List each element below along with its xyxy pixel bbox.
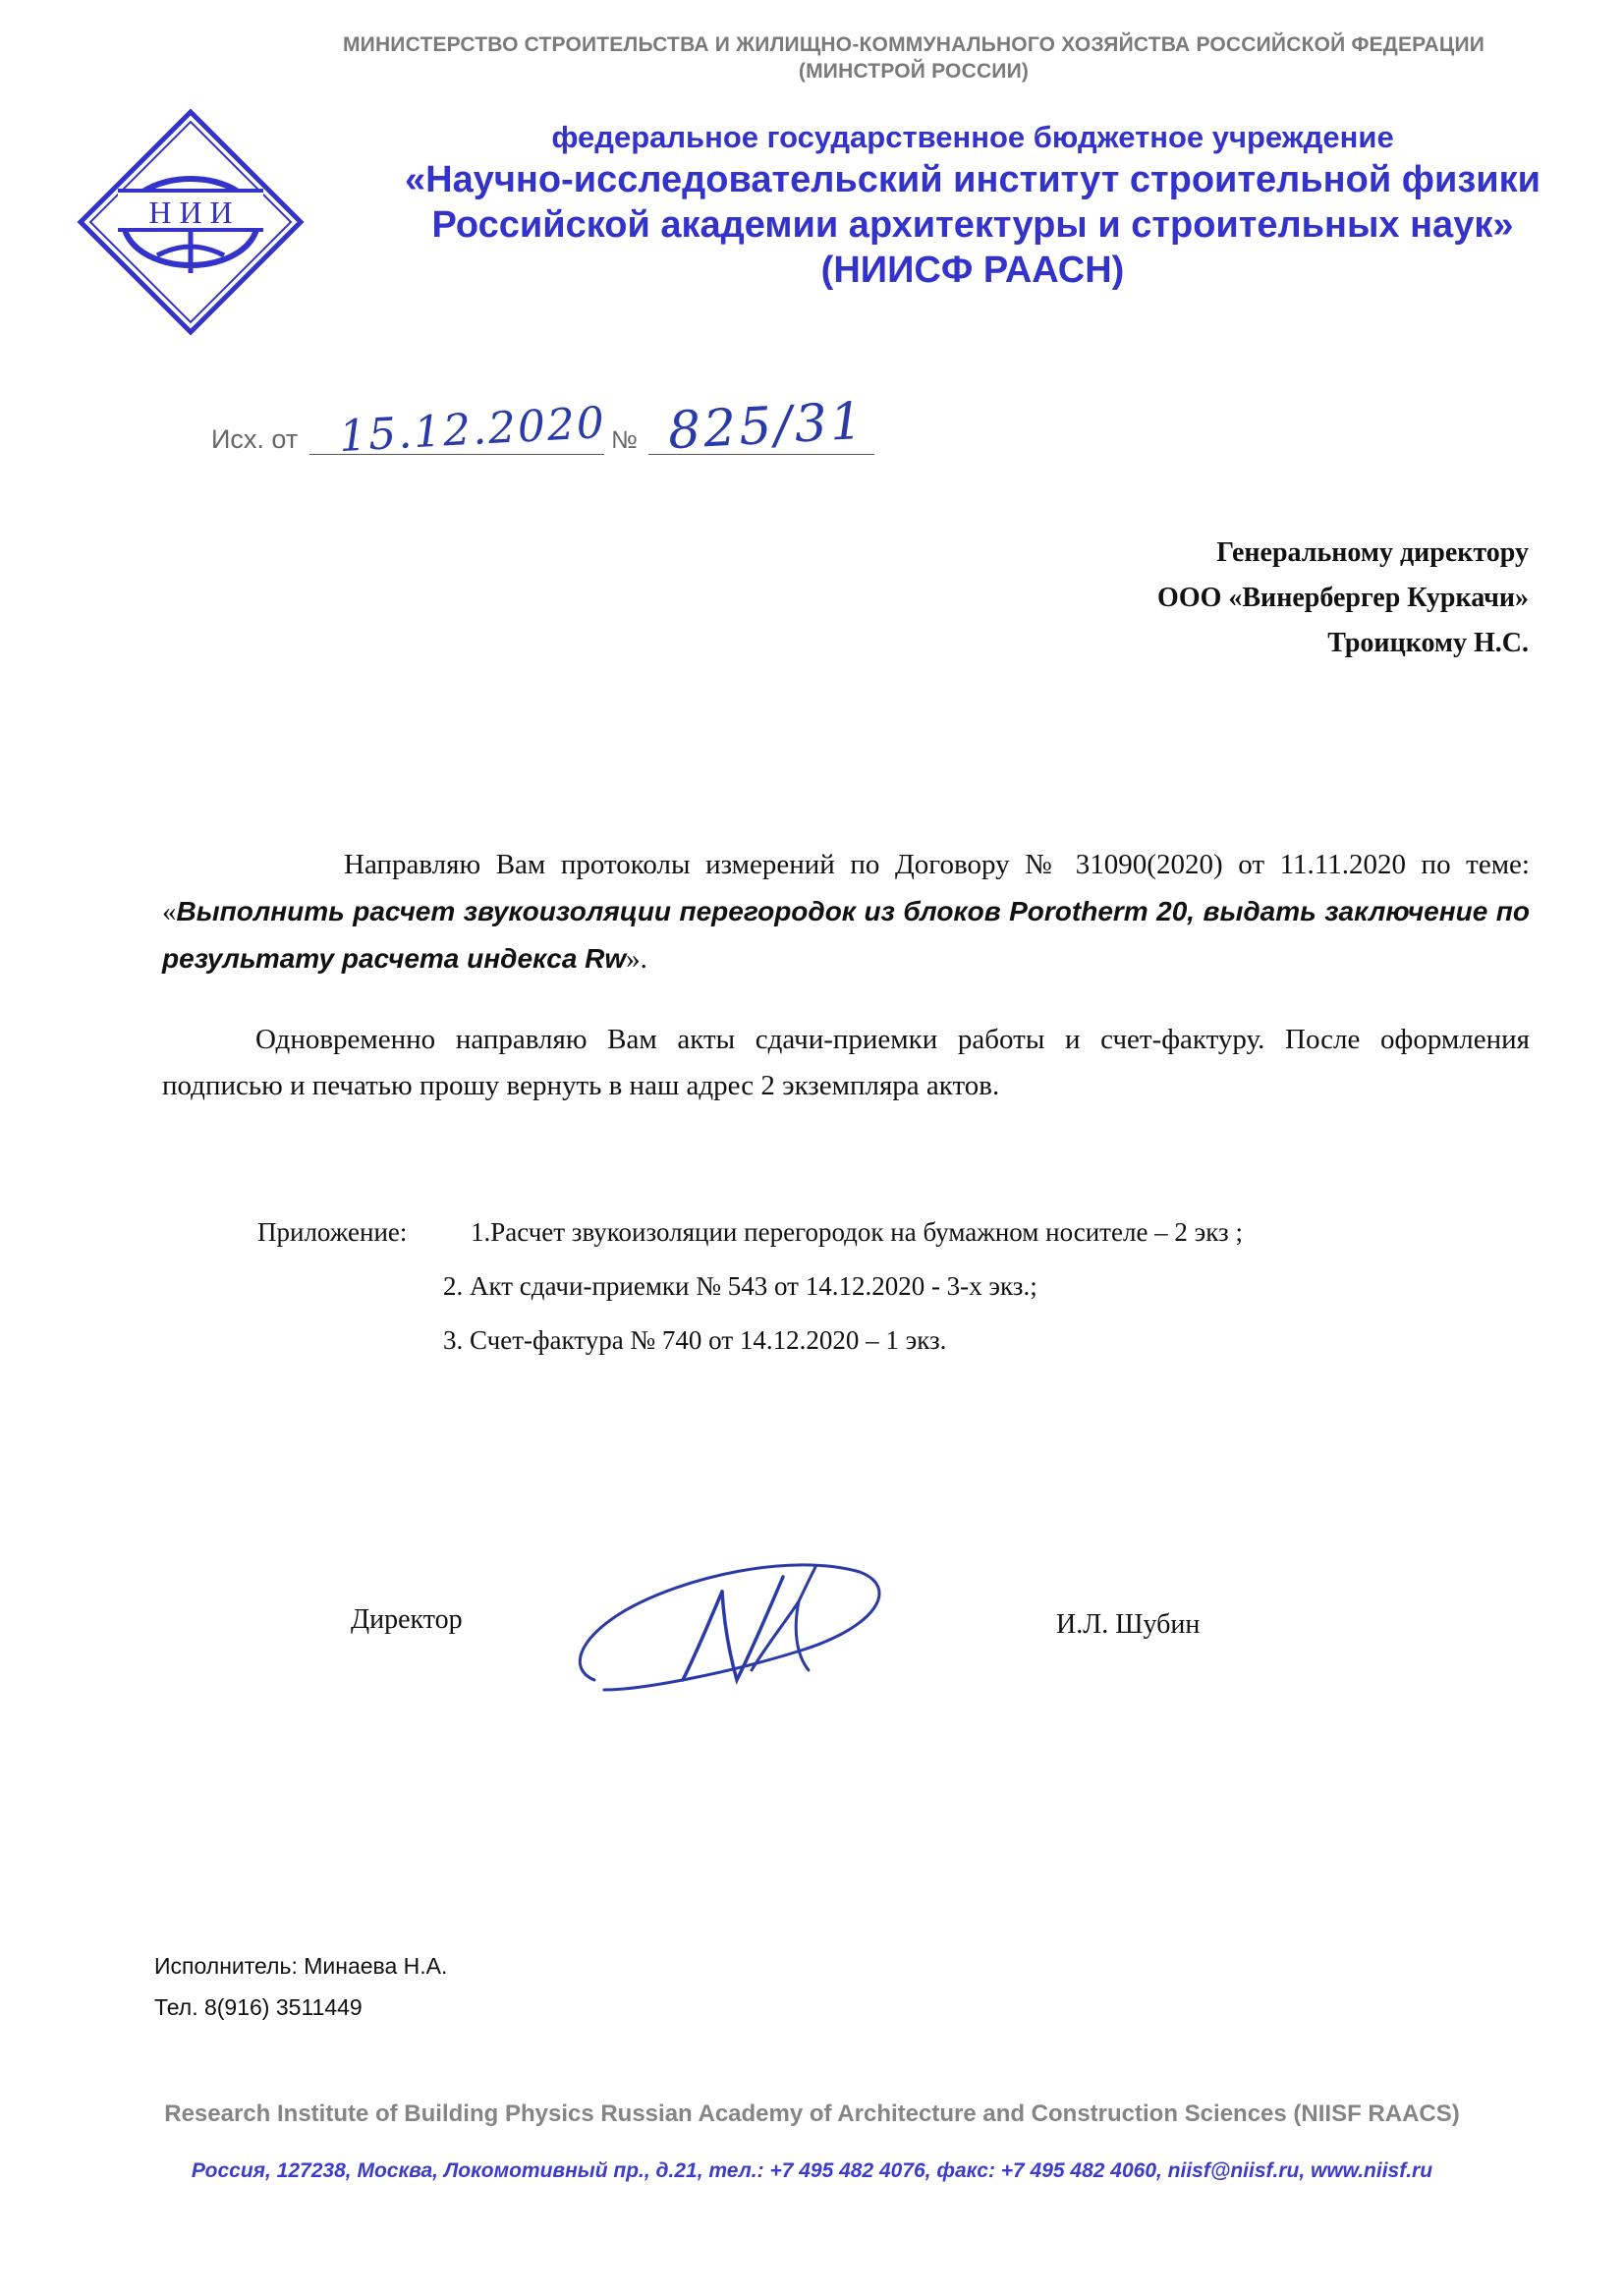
paragraph-acts: Одновременно направляю Вам акты сдачи-приемки работы и счет-фактуру. После оформления подписью и печатью прошу вернуть в наш адрес 2 экземпляра актов. xyxy=(162,1024,1530,1101)
p1-prefix: Направляю Вам протоколы измерений по Договору № 31090(2020) от 11.11.2020 по теме: « xyxy=(162,849,1530,927)
attachments-list xyxy=(257,1205,1436,1368)
org-line-1: федеральное государственное бюджетное учреждение xyxy=(551,120,1394,154)
attachment-item: 1.Расчет звукоизоляции перегородок на бумажном носителе – 2 экз ; xyxy=(471,1217,1243,1247)
ministry-header xyxy=(275,31,1552,84)
org-line-2: «Научно-исследовательский институт строительной физики xyxy=(405,159,1540,200)
outgoing-reference xyxy=(211,391,879,463)
logo-text: Н И И xyxy=(148,195,233,230)
addressee-name: Троицкому Н.С. xyxy=(1327,628,1529,658)
footer-contacts: Россия, 127238, Москва, Локомотивный пр., д.21, тел.: +7 495 482 4076, факс: +7 495 482 4060, niisf@niisf.ru, www.niisf.ru xyxy=(191,2159,1433,2182)
attachment-row xyxy=(257,1260,1436,1314)
paragraph-protocols xyxy=(162,842,1530,982)
attachment-row xyxy=(257,1205,1436,1260)
footer-institute-en: Research Institute of Building Physics Russian Academy of Architecture and Construction Sciences (NIISF RAACS) xyxy=(164,2100,1460,2127)
addressee-position: Генеральному директору xyxy=(1216,537,1529,568)
attachment-row xyxy=(257,1314,1436,1368)
p1-suffix: ». xyxy=(626,943,647,975)
outgoing-date: 15.12.2020 xyxy=(337,397,608,463)
outgoing-date-label: Исх. от xyxy=(211,424,299,454)
addressee-block xyxy=(841,531,1529,666)
org-line-4: (НИИСФ РААСН) xyxy=(820,250,1125,291)
executor-block xyxy=(154,1945,447,2028)
contract-topic: Выполнить расчет звукоизоляции перегородок из блоков Porotherm 20, выдать заключение по результату расчета индекса Rw xyxy=(162,896,1530,974)
institute-logo xyxy=(77,108,305,336)
executor-phone: Тел. 8(916) 3511449 xyxy=(154,1994,363,2020)
attachment-item: 3. Счет-фактура № 740 от 14.12.2020 – 1 экз. xyxy=(443,1325,947,1355)
organization-name xyxy=(334,118,1611,293)
attachments-label: Приложение: xyxy=(257,1217,408,1247)
ministry-line-2: (МИНСТРОЙ РОССИИ) xyxy=(798,60,1030,83)
signer-name: И.Л. Шубин xyxy=(1056,1609,1201,1640)
executor-name: Исполнитель: Минаева Н.А. xyxy=(154,1953,448,1979)
outgoing-number-label: № xyxy=(611,426,638,454)
outgoing-number: 825/31 xyxy=(666,391,868,462)
org-line-3: Российской академии архитектуры и строительных наук» xyxy=(431,204,1514,246)
addressee-company: ООО «Винербергер Куркачи» xyxy=(1157,583,1529,613)
ministry-line-1: МИНИСТЕРСТВО СТРОИТЕЛЬСТВА И ЖИЛИЩНО-КОММУНАЛЬНОГО ХОЗЯЙСТВА РОССИЙСКОЙ ФЕДЕРАЦИИ xyxy=(342,33,1485,56)
attachment-item: 2. Акт сдачи-приемки № 543 от 14.12.2020 - 3-х экз.; xyxy=(443,1271,1037,1301)
handwritten-signature xyxy=(565,1533,899,1709)
signer-title: Директор xyxy=(351,1604,463,1635)
